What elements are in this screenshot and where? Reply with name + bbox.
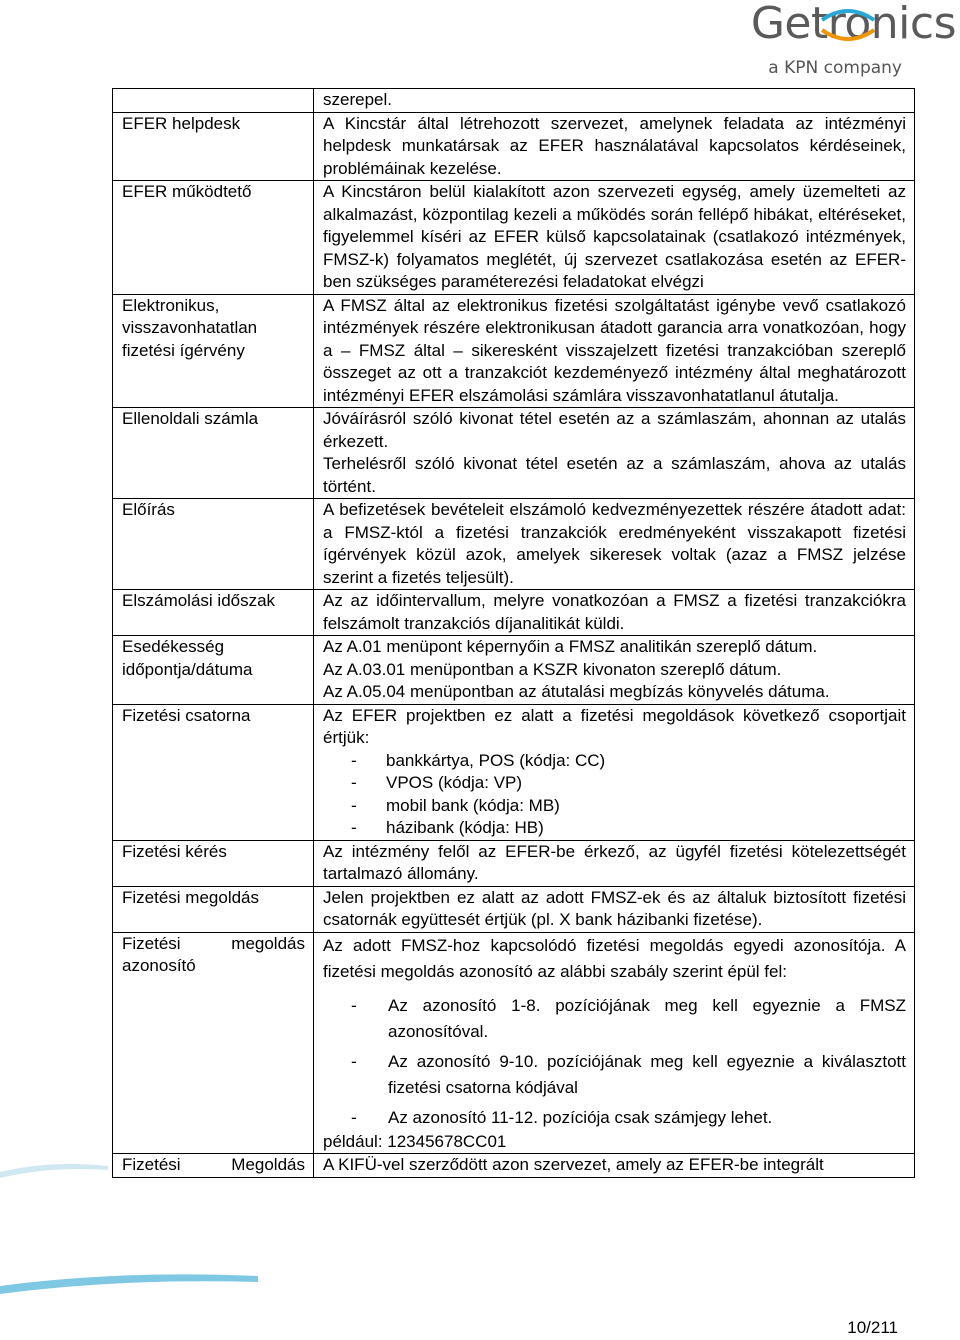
definition-cell	[314, 590, 915, 636]
definition-text: szerepel.	[323, 90, 392, 109]
definition-text: Az az időintervallum, melyre vonatkozóan a FMSZ a fizetési tranzakciókra felszámolt tranzakciós díjanalitikát küldi.	[323, 591, 906, 633]
term-cell: Fizetési csatorna	[113, 704, 314, 840]
table-row	[113, 704, 915, 840]
definition-text: Az EFER projektben ez alatt a fizetési megoldások következő csoportjait értjük:	[323, 705, 906, 747]
definition-text: Az intézmény felől az EFER-be érkező, az ügyfél fizetési kötelezettségét tartalmazó állomány.	[323, 841, 906, 883]
list-item: - VPOS (kódja: VP)	[351, 773, 523, 792]
table-row	[113, 886, 915, 932]
definition-text: Az A.03.01 menüpontban a KSZR kivonaton szereplő dátum.	[323, 659, 782, 679]
term-cell: Fizetési Megoldás	[113, 1154, 314, 1178]
term-cell: Előírás	[113, 499, 314, 590]
definition-text: Jelen projektben ez alatt az adott FMSZ-ek és az általuk biztosított fizetési csatornák együttesét értjük (pl. X bank házibanki fizetése).	[323, 887, 906, 929]
definition-cell	[314, 932, 915, 1154]
list-item: - Az azonosító 11-12. pozíciója csak számjegy lehet.	[351, 1107, 773, 1127]
list-item: - házibank (kódja: HB)	[351, 818, 544, 837]
table-row	[113, 590, 915, 636]
page-number: 10/211	[847, 1318, 898, 1337]
definition-cell	[314, 294, 915, 408]
table-row	[113, 181, 915, 295]
term-cell	[113, 89, 314, 113]
definition-cell	[314, 704, 915, 840]
definition-cell	[314, 840, 915, 886]
table-row	[113, 636, 915, 705]
definition-cell	[314, 1154, 915, 1178]
table-row	[113, 840, 915, 886]
definition-text: A KIFÜ-vel szerződött azon szervezet, amely az EFER-be integrált	[323, 1155, 824, 1174]
term-cell: Fizetési megoldás	[113, 886, 314, 932]
list-item: - Az azonosító 9-10. pozíciójának meg kell egyeznie a kiválasztott fizetési csatorna kódjával	[351, 1051, 906, 1097]
definition-text: Az A.01 menüpont képernyőin a FMSZ analitikán szereplő dátum.	[323, 637, 818, 656]
definition-cell	[314, 886, 915, 932]
term-cell: Fizetési megoldás azonosító	[113, 932, 314, 1154]
example-text: például: 12345678CC01	[323, 1131, 507, 1151]
decorative-swoosh-icon	[0, 1262, 260, 1302]
list-item: - Az azonosító 1-8. pozíciójának meg kell egyeznie a FMSZ azonosítóval.	[351, 995, 906, 1041]
logo-text: Getronics	[750, 0, 956, 49]
table-row	[113, 112, 915, 181]
definition-text: A Kincstáron belül kialakított azon szervezeti egység, amely üzemelteti az alkalmazást, központilag kezeli a működés során fellépő hibákat, eltéréseket, figyelemmel kíséri az EFER külső kapcsolatainak (csatlakozó intézmények, FMSZ-k) folyamatos meglétét, új szervezet csatlakozása esetén az EFER-ben szükséges paraméterezési feladatokat elvégzi	[323, 182, 906, 291]
term-cell: Elektronikus, visszavonhatatlan fizetési ígérvény	[113, 294, 314, 408]
definition-cell	[314, 408, 915, 499]
table-row	[113, 499, 915, 590]
table-row	[113, 408, 915, 499]
term-cell: Fizetési kérés	[113, 840, 314, 886]
definition-text: Az adott FMSZ-hoz kapcsolódó fizetési megoldás egyedi azonosítója. A fizetési megoldás azonosító az alábbi szabály szerint épül fel:	[323, 935, 906, 981]
glossary-table	[112, 88, 915, 1178]
definition-cell	[314, 499, 915, 590]
definition-cell	[314, 112, 915, 181]
table-row	[113, 294, 915, 408]
term-cell: Ellenoldali számla	[113, 408, 314, 499]
term-cell: EFER működtető	[113, 181, 314, 295]
definition-text: Az A.05.04 menüpontban az átutalási megbízás könyvelés dátuma.	[323, 682, 830, 701]
definition-cell	[314, 181, 915, 295]
list-item: - bankkártya, POS (kódja: CC)	[351, 750, 606, 770]
decorative-swoosh-icon	[0, 1150, 110, 1190]
logo-tagline: a KPN company	[768, 58, 902, 78]
definition-cell	[314, 636, 915, 705]
definition-cell	[314, 89, 915, 113]
list-item: - mobil bank (kódja: MB)	[351, 795, 560, 815]
definition-text: A befizetések bevételeit elszámoló kedvezményezettek részére átadott adat: a FMSZ-któl a fizetési tranzakciók eredményeként visszakapott fizetési ígérvények közül azok, amelyek sikeresek voltak (azaz a FMSZ jelzése szerint a fizetés teljesült).	[323, 500, 906, 587]
definition-text: Terhelésről szóló kivonat tétel esetén az a számlaszám, ahova az utalás történt.	[323, 454, 906, 496]
table-row	[113, 89, 915, 113]
term-cell: Elszámolási időszak	[113, 590, 314, 636]
definition-text: A FMSZ által az elektronikus fizetési szolgáltatást igénybe vevő csatlakozó intézmények részére elektronikusan átadott garancia arra vonatkozóan, hogy a – FMSZ által – sikeresként visszajelzett fizetési tranzakcióban szereplő összeget az ott a tranzakciót kezdeményező intézmény által meghatározott intézményi EFER elszámolási számlára visszavonhatatlanul átutalja.	[323, 295, 906, 405]
table-row	[113, 1154, 915, 1178]
table-row	[113, 932, 915, 1154]
company-logo	[706, 0, 956, 80]
definition-text: Jóváírásról szóló kivonat tétel esetén az a számlaszám, ahonnan az utalás érkezett.	[323, 409, 906, 451]
term-cell: Esedékesség időpontja/dátuma	[113, 636, 314, 705]
logo-arc-icon	[818, 6, 878, 44]
term-cell: EFER helpdesk	[113, 112, 314, 181]
definition-text: A Kincstár által létrehozott szervezet, amelynek feladata az intézményi helpdesk munkatársak az EFER használatával kapcsolatos kérdéseinek, problémáinak kezelése.	[323, 113, 906, 178]
